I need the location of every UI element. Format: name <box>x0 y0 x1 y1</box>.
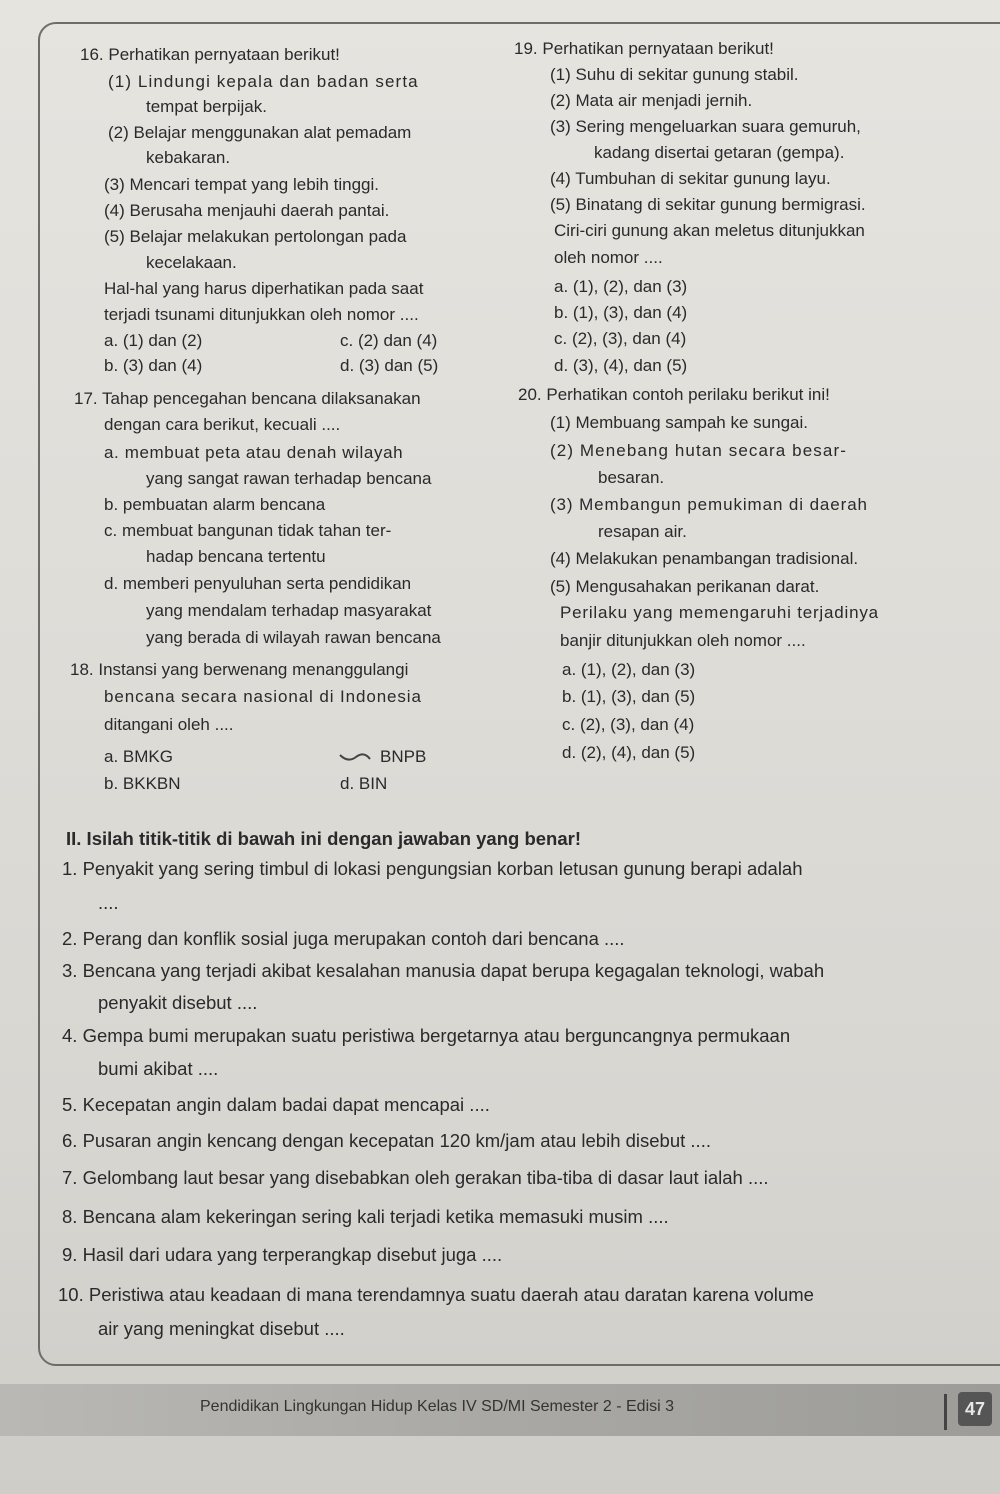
q17-stem-cont: dengan cara berikut, kecuali .... <box>104 415 341 434</box>
q17-option-d: d. memberi penyuluhan serta pendidikan <box>104 574 412 593</box>
essay-item-3-cont: penyakit disebut .... <box>98 992 258 1013</box>
q16-statement-1-cont: tempat berpijak. <box>146 97 267 116</box>
footer-text: Pendidikan Lingkungan Hidup Kelas IV SD/MI Semester 2 - Edisi 3 <box>200 1398 675 1415</box>
q19-statement-4: (4) Tumbuhan di sekitar gunung layu. <box>550 169 831 188</box>
essay-item-7: 7. Gelombang laut besar yang disebabkan oleh gerakan tiba-tiba di dasar laut ialah .... <box>62 1167 769 1188</box>
q17-stem: 17. Tahap pencegahan bencana dilaksanakan <box>74 389 421 408</box>
q19-option-c: c. (2), (3), dan (4) <box>554 329 687 348</box>
q20-option-a: a. (1), (2), dan (3) <box>562 660 696 679</box>
essay-item-1-cont: .... <box>98 892 119 913</box>
q20-statement-5: (5) Mengusahakan perikanan darat. <box>550 577 820 596</box>
q16-statement-2: (2) Belajar menggunakan alat pemadam <box>108 123 412 142</box>
q16-statement-4: (4) Berusaha menjauhi daerah pantai. <box>104 201 390 220</box>
q20-statement-4: (4) Melakukan penambangan tradisional. <box>550 549 859 568</box>
essay-item-4-cont: bumi akibat .... <box>98 1058 219 1079</box>
q20-stem: Perilaku yang memengaruhi terjadinya <box>560 603 879 622</box>
q18-stem-cont2: ditangani oleh .... <box>104 715 234 734</box>
section-2-heading: II. Isilah titik-titik di bawah ini dengan jawaban yang benar! <box>66 828 582 849</box>
q18-option-b: b. BKKBN <box>104 774 181 793</box>
q16-stem: Hal-hal yang harus diperhatikan pada saat <box>104 279 424 298</box>
q16-title: 16. Perhatikan pernyataan berikut! <box>80 45 340 64</box>
q19-stem: Ciri-ciri gunung akan meletus ditunjukkan <box>554 221 865 240</box>
q19-title: 19. Perhatikan pernyataan berikut! <box>514 39 774 58</box>
q20-statement-2-cont: besaran. <box>598 468 665 487</box>
q18-option-c: BNPB <box>380 747 427 766</box>
q18-stem: 18. Instansi yang berwenang menanggulangi <box>70 660 409 679</box>
q16-option-a: a. (1) dan (2) <box>104 331 203 350</box>
q20-option-c: c. (2), (3), dan (4) <box>562 715 695 734</box>
essay-item-10-cont: air yang meningkat disebut .... <box>98 1318 345 1339</box>
q18-stem-cont: bencana secara nasional di Indonesia <box>104 687 422 706</box>
q17-option-c: c. membuat bangunan tidak tahan ter- <box>104 521 392 540</box>
handwritten-check-mark <box>338 747 372 769</box>
q17-option-a: a. membuat peta atau denah wilayah <box>104 443 404 462</box>
q20-title: 20. Perhatikan contoh perilaku berikut ini! <box>518 385 830 404</box>
q16-option-b: b. (3) dan (4) <box>104 356 203 375</box>
q16-stem-cont: terjadi tsunami ditunjukkan oleh nomor .... <box>104 305 419 324</box>
page-number: 47 <box>958 1392 992 1426</box>
q16-option-c: c. (2) dan (4) <box>340 331 438 350</box>
q20-statement-1: (1) Membuang sampah ke sungai. <box>550 413 808 432</box>
q16-option-d: d. (3) dan (5) <box>340 356 439 375</box>
q20-statement-3: (3) Membangun pemukiman di daerah <box>550 495 868 514</box>
q17-option-d-cont: yang mendalam terhadap masyarakat <box>146 601 432 620</box>
q19-statement-5: (5) Binatang di sekitar gunung bermigrasi. <box>550 195 866 214</box>
q17-option-d-cont2: yang berada di wilayah rawan bencana <box>146 628 441 647</box>
q17-option-c-cont: hadap bencana tertentu <box>146 547 326 566</box>
essay-item-8: 8. Bencana alam kekeringan sering kali terjadi ketika memasuki musim .... <box>62 1206 669 1227</box>
q16-statement-2-cont: kebakaran. <box>146 148 231 167</box>
q19-stem-cont: oleh nomor .... <box>554 248 663 267</box>
q16-statement-3: (3) Mencari tempat yang lebih tinggi. <box>104 175 379 194</box>
q20-option-b: b. (1), (3), dan (5) <box>562 687 696 706</box>
essay-item-2: 2. Perang dan konflik sosial juga merupakan contoh dari bencana .... <box>62 928 625 949</box>
q16-statement-1: (1) Lindungi kepala dan badan serta <box>108 72 419 91</box>
q17-option-b: b. pembuatan alarm bencana <box>104 495 326 514</box>
q20-statement-2: (2) Menebang hutan secara besar- <box>550 441 847 460</box>
q18-option-a: a. BMKG <box>104 747 173 766</box>
q19-option-a: a. (1), (2), dan (3) <box>554 277 688 296</box>
essay-item-1: 1. Penyakit yang sering timbul di lokasi pengungsian korban letusan gunung berapi adalah <box>62 858 803 879</box>
q20-option-d: d. (2), (4), dan (5) <box>562 743 696 762</box>
q20-stem-cont: banjir ditunjukkan oleh nomor .... <box>560 631 806 650</box>
q16-statement-5-cont: kecelakaan. <box>146 253 237 272</box>
essay-item-4: 4. Gempa bumi merupakan suatu peristiwa bergetarnya atau berguncangnya permukaan <box>62 1025 791 1046</box>
essay-item-5: 5. Kecepatan angin dalam badai dapat mencapai .... <box>62 1094 490 1115</box>
footer-divider <box>944 1394 947 1430</box>
q17-option-a-cont: yang sangat rawan terhadap bencana <box>146 469 432 488</box>
q19-statement-3: (3) Sering mengeluarkan suara gemuruh, <box>550 117 861 136</box>
q18-option-d: d. BIN <box>340 774 388 793</box>
q19-statement-1: (1) Suhu di sekitar gunung stabil. <box>550 65 799 84</box>
essay-item-6: 6. Pusaran angin kencang dengan kecepatan 120 km/jam atau lebih disebut .... <box>62 1130 711 1151</box>
q19-option-d: d. (3), (4), dan (5) <box>554 356 688 375</box>
essay-item-10: 10. Peristiwa atau keadaan di mana terendamnya suatu daerah atau daratan karena volume <box>58 1284 814 1305</box>
essay-item-3: 3. Bencana yang terjadi akibat kesalahan manusia dapat berupa kegagalan teknologi, wabah <box>62 960 825 981</box>
q16-statement-5: (5) Belajar melakukan pertolongan pada <box>104 227 407 246</box>
essay-item-9: 9. Hasil dari udara yang terperangkap disebut juga .... <box>62 1244 503 1265</box>
q20-statement-3-cont: resapan air. <box>598 522 687 541</box>
q19-statement-2: (2) Mata air menjadi jernih. <box>550 91 753 110</box>
q19-option-b: b. (1), (3), dan (4) <box>554 303 688 322</box>
q19-statement-3-cont: kadang disertai getaran (gempa). <box>594 143 845 162</box>
